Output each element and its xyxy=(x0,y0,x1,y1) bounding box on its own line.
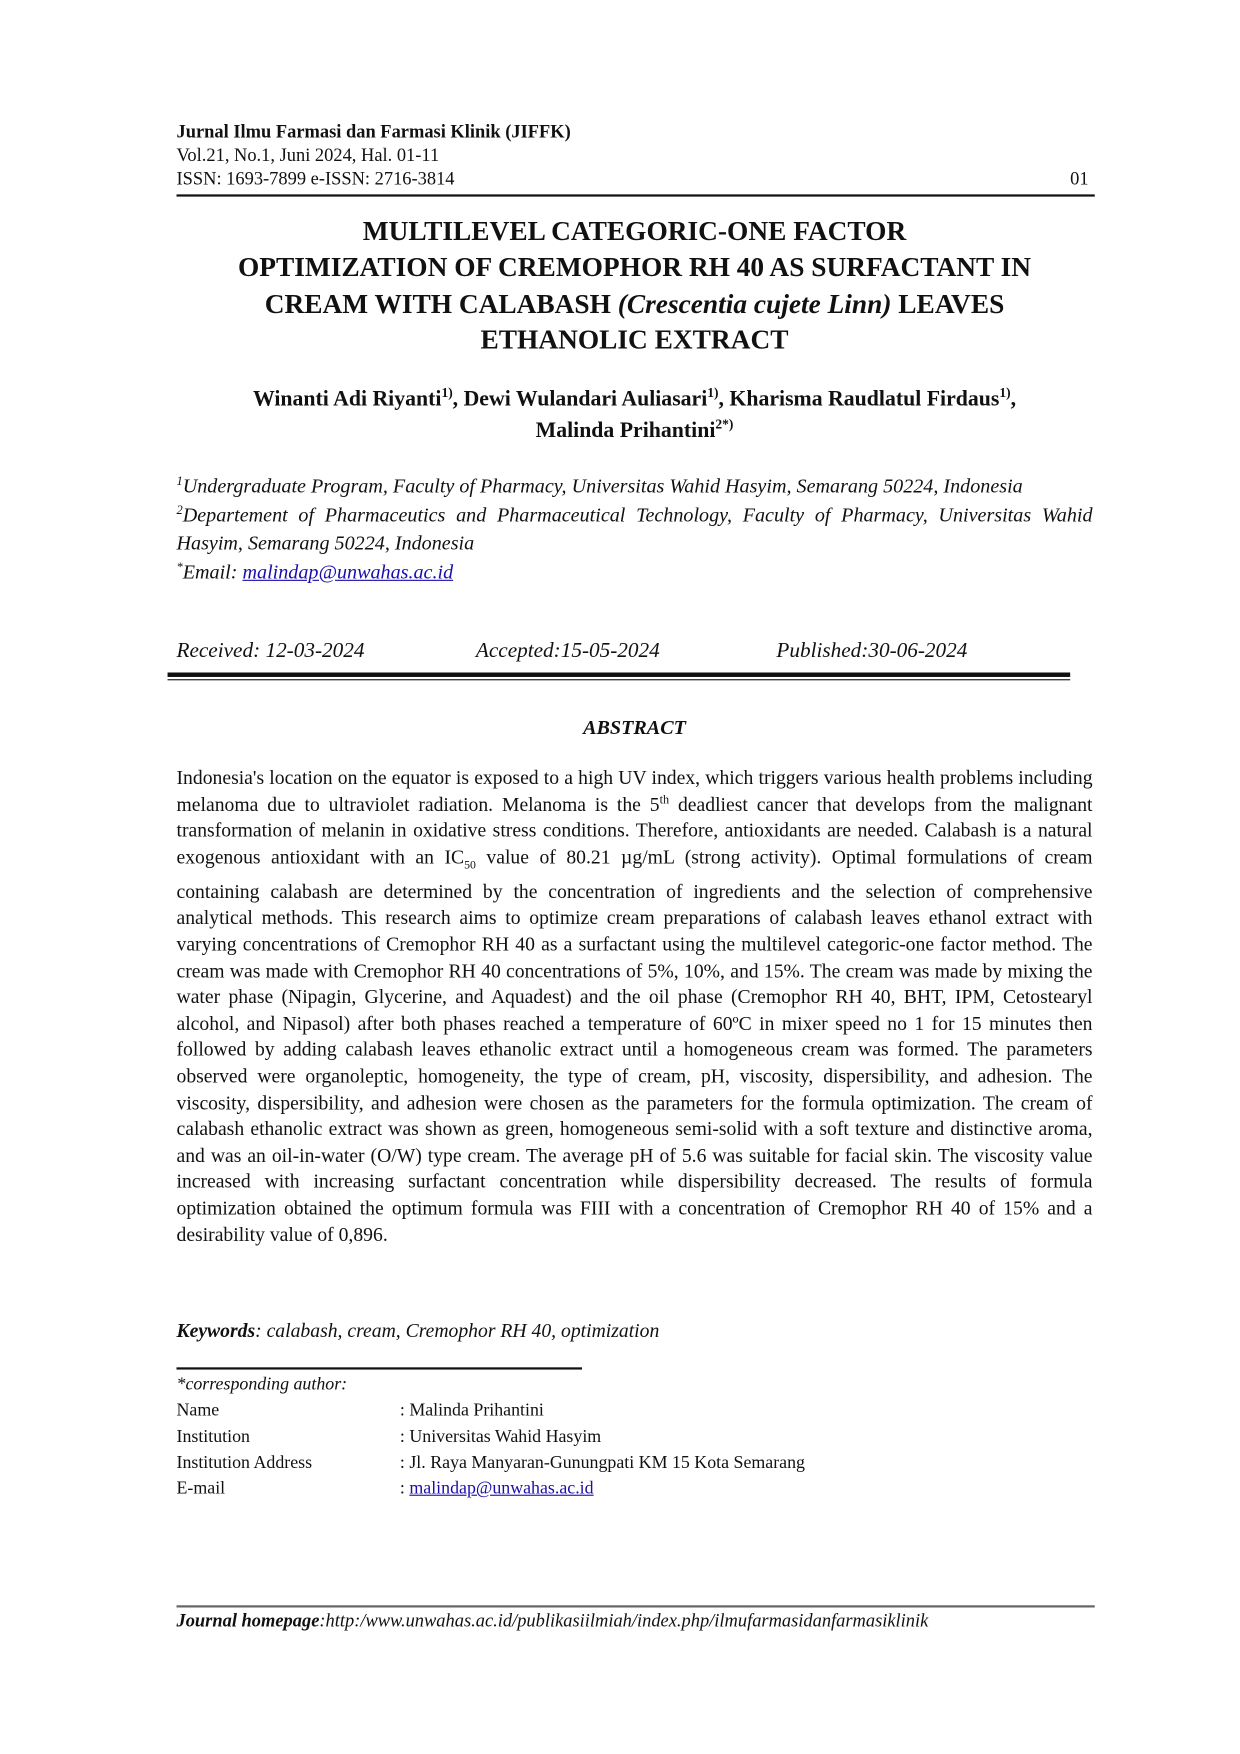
journal-volume: Vol.21, No.1, Juni 2024, Hal. 01-11 xyxy=(176,144,440,166)
journal-issn: ISSN: 1693-7899 e-ISSN: 2716-3814 xyxy=(176,167,455,189)
author-affiliation-mark: 1) xyxy=(999,384,1011,401)
affiliation-mark: 1 xyxy=(176,474,183,489)
received-date: Received: 12-03-2024 xyxy=(176,638,365,663)
field-value: : Jl. Raya Manyaran-Gunungpati KM 15 Kota Semarang xyxy=(399,1453,805,1473)
paper-title xyxy=(168,214,1102,358)
affiliation-1: Undergraduate Program, Faculty of Pharmacy, Universitas Wahid Hasyim, Semarang 50224, Indonesia xyxy=(182,474,1023,498)
author-list xyxy=(168,384,1102,447)
header-rule xyxy=(177,194,1095,196)
keywords-text: : calabash, cream, Cremophor RH 40, optimization xyxy=(255,1319,660,1342)
author-name: Dewi Wulandari Auliasari xyxy=(463,387,708,412)
journal-homepage xyxy=(177,1610,929,1632)
author-name: Malinda Prihantini xyxy=(535,418,716,443)
field-label: E-mail xyxy=(176,1479,226,1499)
abstract-text: value of 80.21 µg/mL (strong activity). Optimal formulations of cream containing calabash are determined by the concentration of ingredients and the selection of comprehensive analytical methods. This research aims to optimize cream preparations of calabash leaves ethanol extract with varying concentrations of Cremophor RH 40 as a surfactant using the multilevel categoric-one factor method. The cream was made with Cremophor RH 40 concentrations of 5%, 10%, and 15%. The cream was made by mixing the water phase (Nipagin, Glycerine, and Aquadest) and the oil phase (Cremophor RH 40, BHT, IPM, Cetostearyl alcohol, and Nipasol) after both phases reached a temperature of 60ºC in mixer speed no 1 for 15 minutes then followed by adding calabash leaves ethanolic extract until a homogeneous cream was formed. The parameters observed were organoleptic, homogeneity, the type of cream, pH, viscosity, dispersibility, and adhesion. The viscosity, dispersibility, and adhesion were chosen as the parameters for the formula optimization. The cream of calabash ethanolic extract was shown as green, homogeneous semi-solid with a soft texture and distinctive aroma, and was an oil-in-water (O/W) type cream. The average pH of 5.6 was suitable for facial skin. The viscosity value increased with increasing surfactant concentration while dispersibility decreased. The results of formula optimization obtained the optimum formula was FIII with a concentration of Cremophor RH 40 of 15% and a desirability value of 0,896. xyxy=(176,845,1093,1246)
title-line: OPTIMIZATION OF CREMOPHOR RH 40 AS SURFACTANT IN xyxy=(238,252,1032,283)
abstract-body xyxy=(177,765,1093,1248)
corresponding-author xyxy=(177,1372,805,1502)
abstract-text: deadliest cancer that develops from the malignant transformation of melanin in oxidative stress conditions. Therefore, antioxidants are needed. Calabash is a natural exogenous antioxidant with an IC xyxy=(176,792,1093,868)
abstract-heading: ABSTRACT xyxy=(583,716,686,739)
author-name: Kharisma Raudlatul Firdaus xyxy=(729,387,1000,412)
author-name: Winanti Adi Riyanti xyxy=(252,387,442,412)
field-label: Institution xyxy=(176,1427,250,1447)
corresponding-email-link[interactable]: malindap@unwahas.ac.id xyxy=(409,1479,594,1499)
field-label: Name xyxy=(176,1401,220,1421)
title-text: LEAVES xyxy=(891,288,1005,320)
colon: : xyxy=(399,1479,410,1499)
separator: , xyxy=(452,387,464,412)
dates-rule-thin xyxy=(168,679,1071,680)
affiliation-2: Departement of Pharmaceutics and Pharmaceutical Technology, Faculty of Pharmacy, Universitas Wahid Hasyim, Semarang 50224, Indonesia xyxy=(176,503,1093,555)
affiliation-mark: * xyxy=(176,560,183,574)
email-label: Email: xyxy=(182,560,243,583)
field-label: Institution Address xyxy=(176,1453,313,1473)
corresponding-row xyxy=(177,1476,805,1502)
abstract-text: Indonesia's location on the equator is exposed to a high UV index, which triggers various health problems including melanoma due to ultraviolet radiation. Melanoma is the 5 xyxy=(176,766,1093,816)
journal-name: Jurnal Ilmu Farmasi dan Farmasi Klinik (JIFFK) xyxy=(176,120,571,142)
email-link[interactable]: malindap@unwahas.ac.id xyxy=(242,560,454,583)
accepted-date: Accepted:15-05-2024 xyxy=(475,638,660,663)
homepage-url: :http:/www.unwahas.ac.id/publikasiilmiah/index.php/ilmufarmasidanfarmasiklinik xyxy=(319,1609,929,1631)
page-number: 01 xyxy=(1070,167,1089,189)
author-affiliation-mark: 1) xyxy=(441,384,453,401)
affiliations xyxy=(177,473,1093,587)
title-line: ETHANOLIC EXTRACT xyxy=(480,324,789,356)
keywords-label: Keywords xyxy=(176,1319,256,1342)
separator: , xyxy=(718,387,730,412)
corresponding-heading: *corresponding author: xyxy=(176,1375,348,1395)
keywords xyxy=(177,1319,660,1342)
footer-rule xyxy=(177,1605,1095,1607)
affiliation-mark: 2 xyxy=(176,503,183,517)
species-name: (Crescentia cujete Linn) xyxy=(617,288,892,320)
corresponding-row xyxy=(177,1424,805,1450)
ordinal-suffix: th xyxy=(659,792,670,807)
author-affiliation-mark: 2*) xyxy=(715,416,734,432)
corresponding-row xyxy=(177,1398,805,1424)
field-value: : Universitas Wahid Hasyim xyxy=(399,1427,602,1447)
title-line: MULTILEVEL CATEGORIC-ONE FACTOR xyxy=(362,216,907,247)
corresponding-row xyxy=(177,1450,805,1476)
title-text: CREAM WITH CALABASH xyxy=(264,288,618,320)
footnote-rule xyxy=(177,1367,583,1369)
field-value: : Malinda Prihantini xyxy=(399,1401,544,1421)
separator: , xyxy=(1010,387,1017,412)
homepage-label: Journal homepage xyxy=(176,1609,320,1631)
title-line xyxy=(168,287,1102,323)
author-affiliation-mark: 1) xyxy=(707,384,719,401)
subscript: 50 xyxy=(464,859,476,872)
published-date: Published:30-06-2024 xyxy=(776,638,968,663)
dates-rule-thick xyxy=(168,672,1071,676)
